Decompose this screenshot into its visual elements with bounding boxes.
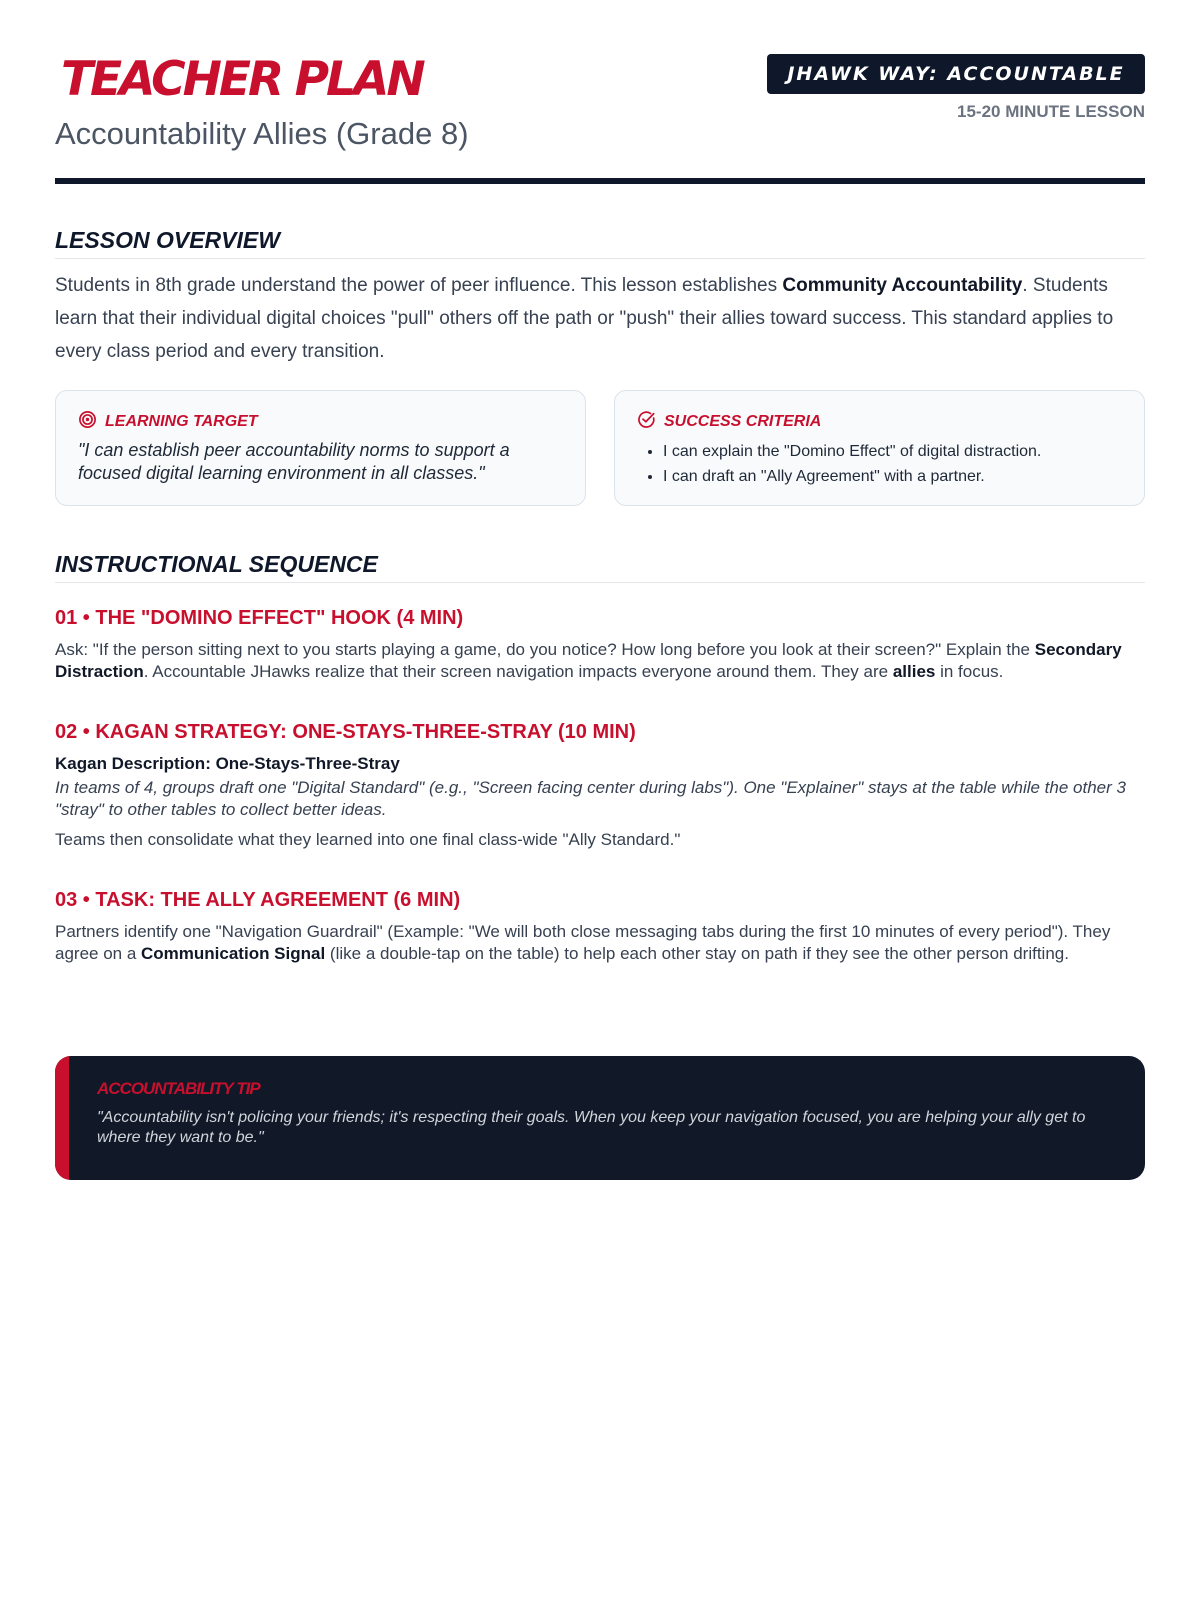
learning-target-text: "I can establish peer accountability norms to support a focused digital learning environment in all classes." xyxy=(78,440,510,483)
step-1 xyxy=(55,605,1145,683)
kagan-description-label: Kagan Description: One-Stays-Three-Stray xyxy=(55,754,400,773)
success-criteria-card xyxy=(614,390,1145,506)
overview-text-part: . Students learn that their individual digital choices "pull" others off the path or "push" their allies toward success. This standard applies to every class period and every transition. xyxy=(55,275,1114,362)
success-criteria-header xyxy=(637,411,1122,433)
lesson-subtitle: Accountability Allies (Grade 8) xyxy=(55,116,469,151)
learning-target-card xyxy=(55,390,586,506)
accountability-tip-box xyxy=(55,1056,1145,1180)
criteria-item: • I can explain the "Domino Effect" of digital distraction. xyxy=(663,439,1122,464)
check-circle-icon xyxy=(637,410,656,434)
sequence-heading: INSTRUCTIONAL SEQUENCE xyxy=(55,550,1145,583)
overview-text xyxy=(55,269,1145,368)
success-criteria-list xyxy=(637,439,1122,489)
step-text-part: in focus. xyxy=(935,662,1004,681)
tip-text: "Accountability isn't policing your friends; it's respecting their goals. When you keep your navigation focused, you are helping your ally get to where they want to be." xyxy=(97,1109,1086,1146)
kagan-followup-text: Teams then consolidate what they learned into one final class-wide "Ally Standard." xyxy=(55,830,681,849)
learning-target-header xyxy=(78,411,563,433)
overview-heading: LESSON OVERVIEW xyxy=(55,226,1145,259)
target-icon xyxy=(78,410,97,434)
step-2-title: 02 • KAGAN STRATEGY: ONE-STAYS-THREE-STRAY (10 MIN) xyxy=(55,721,636,743)
step-2 xyxy=(55,719,1145,851)
step-text-part: . Accountable JHawks realize that their screen navigation impacts everyone around them. They are xyxy=(143,662,893,681)
step-3-text xyxy=(55,921,1145,965)
jhawk-way-badge: JHAWK WAY: ACCOUNTABLE xyxy=(767,54,1145,94)
step-1-title: 01 • THE "DOMINO EFFECT" HOOK (4 MIN) xyxy=(55,607,464,629)
lesson-duration: 15-20 MINUTE LESSON xyxy=(957,102,1145,121)
step-text-part: Ask: "If the person sitting next to you starts playing a game, do you notice? How long before you look at their screen?" Explain the xyxy=(55,640,1035,659)
step-emphasis: Secondary Distraction xyxy=(55,640,1122,681)
step-emphasis: allies xyxy=(892,662,936,681)
tip-accent-bar xyxy=(55,1056,69,1180)
kagan-description-text: In teams of 4, groups draft one "Digital Standard" (e.g., "Screen facing center during labs"). One "Explainer" stays at the table while the other 3 "stray" to other tables to collect better ideas. xyxy=(55,778,1126,819)
step-emphasis: Communication Signal xyxy=(141,944,326,963)
overview-emphasis: Community Accountability xyxy=(782,275,1023,296)
criteria-item: • I can draft an "Ally Agreement" with a partner. xyxy=(663,464,1122,489)
step-3-title: 03 • TASK: THE ALLY AGREEMENT (6 MIN) xyxy=(55,889,461,911)
tip-title: ACCOUNTABILITY TIP xyxy=(97,1079,260,1098)
step-3 xyxy=(55,887,1145,965)
step-text-part: Partners identify one "Navigation Guardrail" (Example: "We will both close messaging tabs during the first 10 minutes of every period"). They agree on a xyxy=(55,922,1111,963)
target-cards xyxy=(55,390,1145,506)
overview-text-part: Students in 8th grade understand the power of peer influence. This lesson establishes xyxy=(55,275,783,296)
brand-title: TEACHER PLAN xyxy=(61,52,423,107)
step-text-part: (like a double-tap on the table) to help each other stay on path if they see the other person drifting. xyxy=(325,944,1069,963)
step-1-text xyxy=(55,639,1145,683)
page-header xyxy=(55,0,1145,184)
success-criteria-title: SUCCESS CRITERIA xyxy=(664,413,822,430)
learning-target-title: LEARNING TARGET xyxy=(105,413,258,430)
